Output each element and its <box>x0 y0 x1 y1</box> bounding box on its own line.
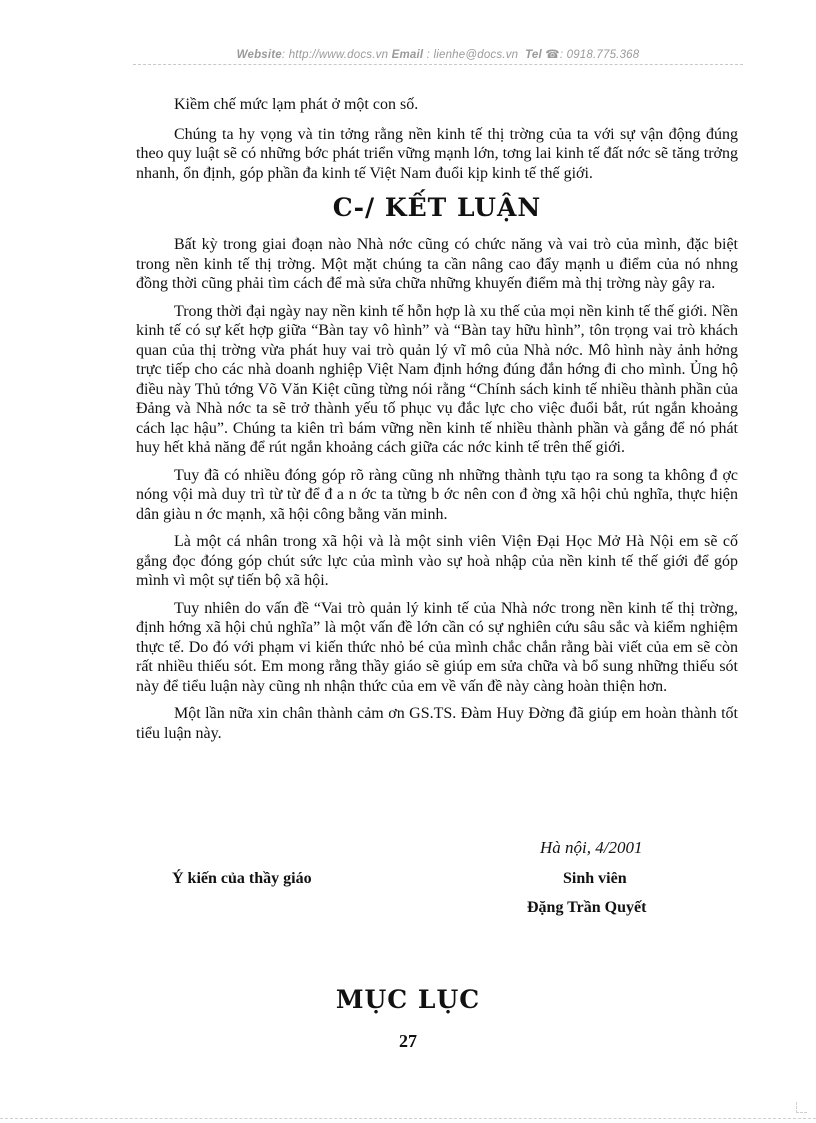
paragraph-inflation: Kiềm chế mức lạm phát ở một con số. <box>174 96 419 113</box>
tel-label: Tel <box>525 49 542 61</box>
document-body <box>136 95 738 751</box>
page-corner-mark <box>796 1102 807 1113</box>
teacher-comment-label: Ý kiến của thầy giáo <box>172 870 312 887</box>
website-label: Website <box>236 49 282 61</box>
website-value: : http://www.docs.vn <box>281 49 389 61</box>
toc-title: MỤC LỤC <box>335 985 481 1014</box>
footer-divider <box>0 1118 816 1119</box>
paragraph-limitations: Tuy nhiên do vấn đề “Vai trò quản lý kinh tế của Nhà nớc trong nền kinh tế thị trờng, định hớng xã hội chủ nghĩa” là một vấn đề lớn cần có sự nghiên cứu sâu sắc và kiểm nghiệm thực tế. Do đó với phạm vi kiến thức nhỏ bé của mình chắc chắn rằng bài viết của em sẽ còn rất nhiều thiếu sót. Em mong rằng thầy giáo sẽ giúp em sửa chữa và bổ sung những thiếu sót này để tiểu luận này cũng nh nhận thức của em về vấn đề này càng hoàn thiện hơn. <box>136 599 738 695</box>
tel-value: : 0918.775.368 <box>559 49 640 61</box>
paragraph-student: Là một cá nhân trong xã hội và là một sinh viên Viện Đại Học Mở Hà Nội em sẽ cố gắng đọc đóng góp chút sức lực của mình vào sự hoà nhập của nền kinh tế thế giới để góp mình vì một sự tiến bộ xã hội. <box>136 533 738 589</box>
header-divider <box>133 64 743 65</box>
email-label: Email <box>391 49 424 61</box>
signature-date: Hà nội, 4/2001 <box>540 838 643 857</box>
paragraph-contributions: Tuy đã có nhiều đóng góp rõ ràng cũng nh những thành tựu tạo ra song ta không đ ợc nóng vội mà duy trì từ từ để đ a n ớc ta từng b ớc nên con đ ờng xã hội chủ nghĩa, thực hiện dân giàu n ớc mạnh, xã hội công bằng văn minh. <box>136 466 738 523</box>
paragraph-thanks: Một lần nữa xin chân thành cảm ơn GS.TS. Đàm Huy Đờng đã giúp em hoàn thành tốt tiểu luận này. <box>136 705 738 742</box>
page-number: 27 <box>399 1031 417 1051</box>
paragraph-state-role: Bất kỳ trong giai đoạn nào Nhà nớc cũng có chức năng và vai trò của mình, đặc biệt trong nền kinh tế thị trờng. Một mặt chúng ta cần nâng cao đẩy mạnh u điểm của nó nhng đồng thời cũng phải tìm cách để mà sửa chữa những khuyến điểm mà thị trờng này gây ra. <box>136 236 738 292</box>
section-title-conclusion: C-/ KẾT LUẬN <box>332 193 542 222</box>
paragraph-mixed-economy: Trong thời đại ngày nay nền kinh tế hỗn hợp là xu thế của mọi nền kinh tế thế giới. Nền kinh tế có sự kết hợp giữa “Bàn tay vô hình” và “Bàn tay hữu hình”, tôn trọng vai trò khách quan của thị trờng vừa phát huy vai trò quản lý vĩ mô của Nhà nớc. Mô hình này ảnh hởng trực tiếp cho các nhà doanh nghiệp Việt Nam định hớng đúng đắn hớng đi cho mình. Ủng hộ điều này Thủ tớng Võ Văn Kiệt cũng từng nói rằng “Chính sách kinh tế nhiều thành phần của Đảng và Nhà nớc ta sẽ trở thành yếu tố phục vụ đắc lực cho việc đuổi bắt, rút ngắn khoảng cách lạc hậu”. Chúng ta kiên trì bám vững nền kinh tế nhiều thành phần và gắng để nó phát huy hết khả năng để rút ngắn khoảng cách giữa các nớc kinh tế trên thế giới. <box>136 302 738 456</box>
phone-icon: ☎ <box>545 49 560 61</box>
email-value: : lienhe@docs.vn <box>423 49 519 61</box>
page-header <box>133 47 743 61</box>
paragraph-hope: Chúng ta hy vọng và tin tởng rằng nền kinh tế thị trờng của ta với sự vận động đúng theo quy luật sẽ có những bớc phát triển vững mạnh lớn, tơng lai kinh tế đất nớc sẽ tăng trởng nhanh, ổn định, góp phần đa kinh tế Việt Nam đuổi kịp kinh tế thế giới. <box>136 125 738 182</box>
student-label: Sinh viên <box>563 870 627 887</box>
student-name: Đặng Trần Quyết <box>527 899 647 916</box>
